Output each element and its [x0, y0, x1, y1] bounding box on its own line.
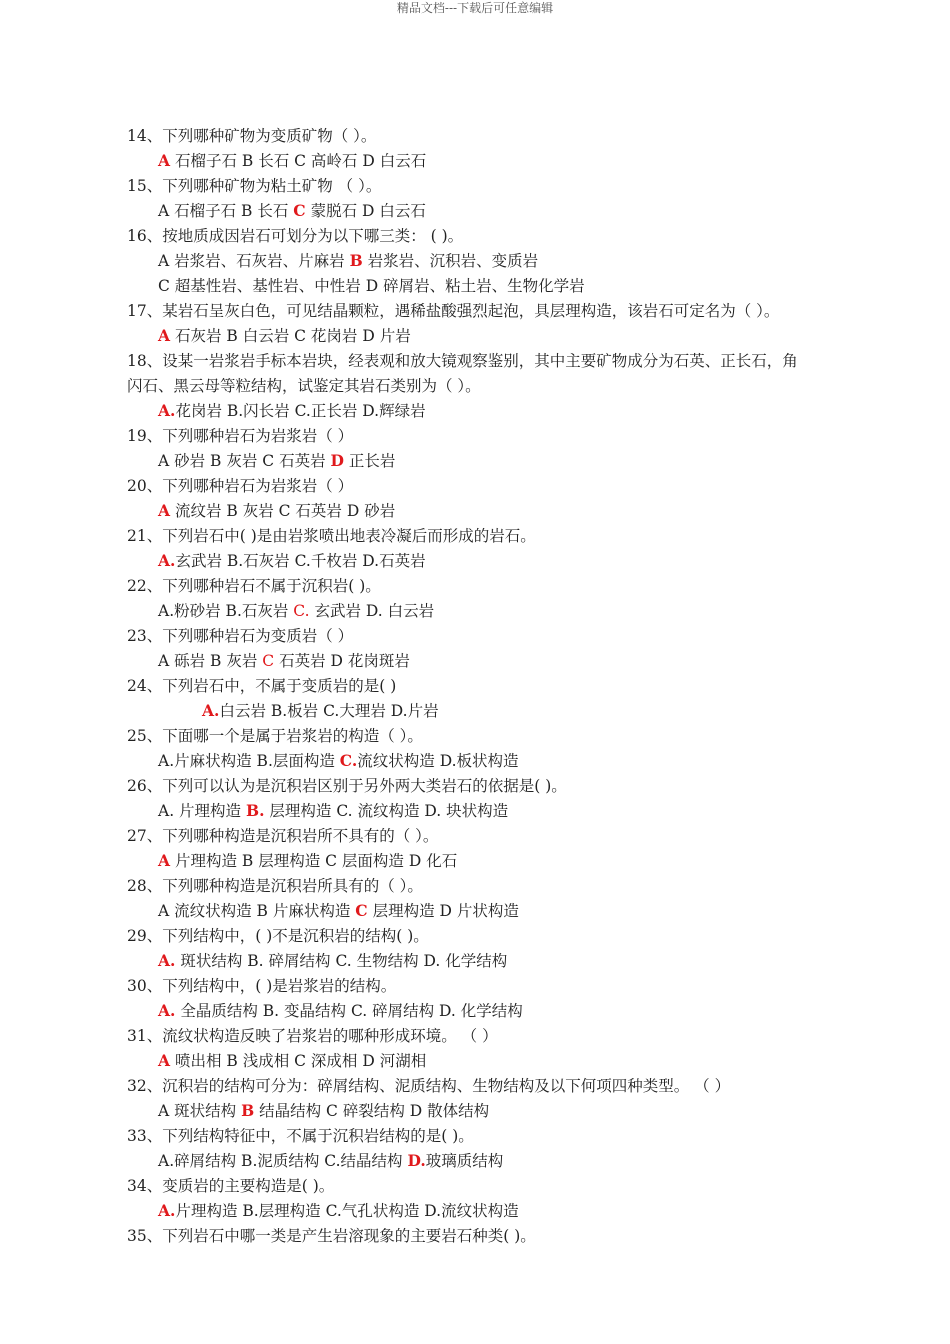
text-line	[127, 675, 396, 697]
text-line	[158, 1100, 489, 1122]
answer-marker: C	[262, 652, 275, 670]
text-line	[158, 250, 538, 272]
answer-marker: A	[158, 851, 171, 870]
answer-marker: C.	[339, 751, 358, 770]
text-segment: 玄武岩 D. 白云岩	[309, 602, 435, 620]
text-segment: 斑状结构 B. 碎屑结构 C. 生物结构 D. 化学结构	[175, 952, 508, 970]
answer-marker: A.	[202, 701, 220, 720]
text-segment: 石灰岩 B 白云岩 C 花岗岩 D 片岩	[170, 327, 411, 345]
text-line	[127, 1125, 474, 1147]
text-line	[127, 1225, 536, 1247]
text-segment: A 砂岩 B 灰岩 C 石英岩	[158, 452, 331, 470]
text-segment: 喷出相 B 浅成相 C 深成相 D 河湖相	[170, 1052, 427, 1070]
text-segment: A.碎屑结构 B.泥质结构 C.结晶结构	[158, 1152, 408, 1170]
answer-marker: A	[158, 326, 171, 345]
text-line	[158, 950, 507, 972]
text-line	[158, 550, 426, 572]
answer-marker: A	[158, 151, 171, 170]
text-line	[127, 425, 353, 447]
text-segment: 14、下列哪种矿物为变质矿物（ ）。	[127, 127, 377, 145]
page-header: 精品文档---下载后可任意编辑	[396, 1, 554, 15]
text-line	[127, 475, 353, 497]
text-segment: 21、下列岩石中( )是由岩浆喷出地表冷凝后而形成的岩石。	[127, 527, 536, 545]
text-line	[158, 450, 395, 472]
text-line	[127, 375, 481, 397]
text-line	[202, 700, 439, 722]
text-line	[127, 1175, 334, 1197]
text-line	[127, 175, 381, 197]
text-line	[127, 125, 376, 147]
text-segment: A.粉砂岩 B.石灰岩	[158, 602, 294, 620]
text-segment: 18、设某一岩浆岩手标本岩块，经表观和放大镜观察鉴别，其中主要矿物成分为石英、正长石，角	[127, 352, 798, 370]
text-line	[158, 150, 426, 172]
text-line	[127, 925, 429, 947]
text-segment: 层理构造 C. 流纹构造 D. 块状构造	[264, 802, 509, 820]
text-line	[127, 825, 438, 847]
text-line	[158, 325, 411, 347]
text-segment: 33、下列结构特征中，不属于沉积岩结构的是( )。	[127, 1127, 474, 1145]
text-line	[127, 725, 423, 747]
text-line	[158, 650, 410, 672]
text-segment: 26、下列可以认为是沉积岩区别于另外两大类岩石的依据是( )。	[127, 777, 567, 795]
text-segment: 流纹状构造 D.板状构造	[357, 752, 519, 770]
answer-marker: A	[158, 1051, 171, 1070]
text-segment: 22、下列哪种岩石不属于沉积岩( )。	[127, 577, 381, 595]
text-segment: 玻璃质结构	[425, 1152, 504, 1170]
text-line	[127, 625, 353, 647]
text-line	[127, 350, 798, 372]
text-segment: 15、下列哪种矿物为粘土矿物 （ ）。	[127, 177, 382, 195]
text-segment: 34、变质岩的主要构造是( )。	[127, 1177, 335, 1195]
text-line	[127, 1075, 730, 1097]
text-line	[158, 1150, 503, 1172]
text-segment: 正长岩	[343, 452, 396, 470]
answer-marker: A	[158, 501, 171, 520]
text-segment: 岩浆岩、沉积岩、变质岩	[362, 252, 539, 270]
text-segment: 17、某岩石呈灰白色，可见结晶颗粒，遇稀盐酸强烈起泡，具层理构造，该岩石可定名为（ ）。	[127, 302, 780, 320]
text-segment: 28、下列哪种构造是沉积岩所具有的（ ）。	[127, 877, 423, 895]
text-line	[127, 875, 423, 897]
answer-marker: B	[241, 1101, 255, 1120]
text-line	[158, 400, 426, 422]
text-segment: 玄武岩 B.石灰岩 C.千枚岩 D.石英岩	[175, 552, 426, 570]
text-segment: 片理构造 B 层理构造 C 层面构造 D 化石	[170, 852, 458, 870]
text-line	[158, 900, 519, 922]
text-segment: A 斑状结构	[158, 1102, 242, 1120]
text-segment: 蒙脱石 D 白云石	[305, 202, 426, 220]
text-segment: A 岩浆岩、石灰岩、片麻岩	[158, 252, 350, 270]
text-line	[158, 1050, 426, 1072]
text-line	[127, 300, 779, 322]
answer-marker: D.	[407, 1151, 426, 1170]
text-segment: A 砾岩 B 灰岩	[158, 652, 263, 670]
text-segment: 花岗岩 B.闪长岩 C.正长岩 D.辉绿岩	[175, 402, 426, 420]
answer-marker: D	[330, 451, 344, 470]
answer-marker: C	[355, 901, 368, 920]
text-segment: 25、下面哪一个是属于岩浆岩的构造（ ）。	[127, 727, 423, 745]
text-segment: 24、下列岩石中，不属于变质岩的是( )	[127, 677, 397, 695]
text-line	[158, 1200, 519, 1222]
text-segment: 16、按地质成因岩石可划分为以下哪三类： ( )。	[127, 227, 464, 245]
answer-marker: A.	[158, 1001, 176, 1020]
text-segment: A.片麻状构造 B.层面构造	[158, 752, 340, 770]
text-line	[127, 575, 381, 597]
answer-marker: C	[293, 201, 306, 220]
text-segment: 31、流纹状构造反映了岩浆岩的哪种形成环境。 （ ）	[127, 1027, 498, 1045]
answer-marker: A.	[158, 1201, 176, 1220]
text-segment: A 石榴子石 B 长石	[158, 202, 294, 220]
text-line	[127, 975, 396, 997]
text-line	[158, 750, 519, 772]
text-segment: 23、下列哪种岩石为变质岩（ ）	[127, 627, 354, 645]
text-segment: 流纹岩 B 灰岩 C 石英岩 D 砂岩	[170, 502, 396, 520]
text-line	[158, 500, 395, 522]
answer-marker: A.	[158, 951, 176, 970]
text-segment: 30、下列结构中，( )是岩浆岩的结构。	[127, 977, 397, 995]
answer-marker: A.	[158, 551, 176, 570]
text-segment: 32、沉积岩的结构可分为：碎屑结构、泥质结构、生物结构及以下何项四种类型。 （ ）	[127, 1077, 731, 1095]
text-line	[127, 225, 463, 247]
answer-marker: B	[349, 251, 363, 270]
text-segment: C 超基性岩、基性岩、中性岩 D 碎屑岩、粘土岩、生物化学岩	[158, 277, 585, 295]
text-segment: 石榴子石 B 长石 C 高岭石 D 白云石	[170, 152, 427, 170]
text-segment: 27、下列哪种构造是沉积岩所不具有的（ ）。	[127, 827, 439, 845]
text-segment: 29、下列结构中，( )不是沉积岩的结构( )。	[127, 927, 429, 945]
answer-marker: B.	[245, 801, 265, 820]
text-line	[127, 1025, 498, 1047]
text-line	[158, 850, 457, 872]
answer-marker: A.	[158, 401, 176, 420]
text-line	[158, 200, 426, 222]
text-line	[127, 775, 567, 797]
text-segment: 白云岩 B.板岩 C.大理岩 D.片岩	[219, 702, 439, 720]
text-segment: 全晶质结构 B. 变晶结构 C. 碎屑结构 D. 化学结构	[175, 1002, 523, 1020]
answer-marker: C.	[293, 602, 310, 620]
text-line	[158, 275, 585, 297]
text-line	[158, 1000, 523, 1022]
text-segment: 石英岩 D 花岗斑岩	[274, 652, 410, 670]
text-segment: 19、下列哪种岩石为岩浆岩（ ）	[127, 427, 354, 445]
text-segment: 闪石、黑云母等粒结构，试鉴定其岩石类别为（ ）。	[127, 377, 481, 395]
text-segment: 结晶结构 C 碎裂结构 D 散体结构	[254, 1102, 490, 1120]
text-segment: A 流纹状构造 B 片麻状构造	[158, 902, 356, 920]
text-line	[158, 600, 434, 622]
text-segment: 35、下列岩石中哪一类是产生岩溶现象的主要岩石种类( )。	[127, 1227, 536, 1245]
text-segment: A. 片理构造	[158, 802, 246, 820]
text-segment: 层理构造 D 片状构造	[367, 902, 519, 920]
text-line	[127, 525, 536, 547]
text-line	[158, 800, 508, 822]
text-segment: 20、下列哪种岩石为岩浆岩（ ）	[127, 477, 354, 495]
text-segment: 片理构造 B.层理构造 C.气孔状构造 D.流纹状构造	[175, 1202, 519, 1220]
